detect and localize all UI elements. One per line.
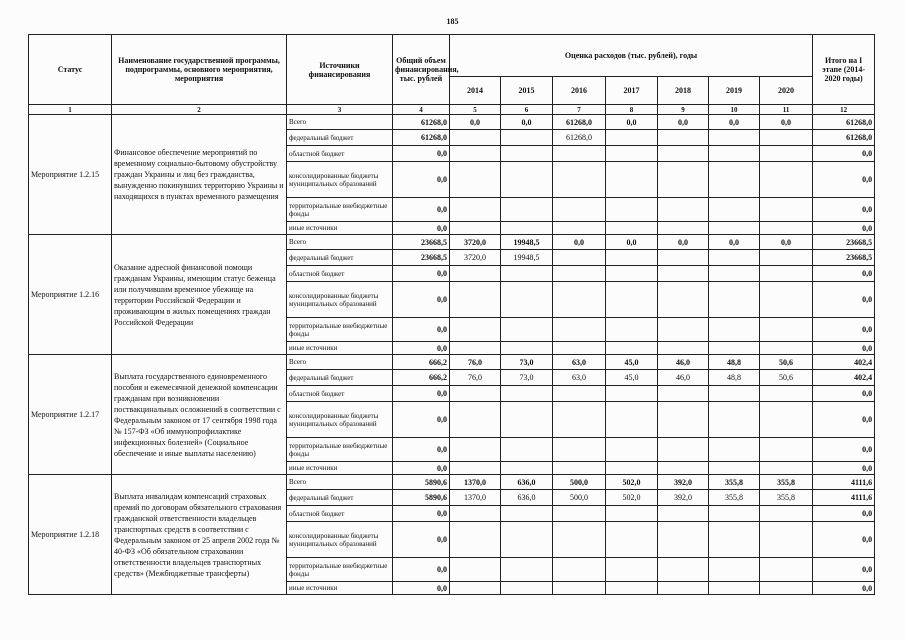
year-value: 76,0 <box>450 370 501 386</box>
year-value <box>501 522 553 558</box>
year-value: 0,0 <box>760 235 813 250</box>
year-value <box>760 402 813 438</box>
year-value <box>501 558 553 582</box>
year-value <box>450 222 501 235</box>
year-value <box>606 266 658 282</box>
year-value <box>606 282 658 318</box>
year-value <box>760 130 813 146</box>
year-value <box>709 342 760 355</box>
total-funding: 0,0 <box>393 402 450 438</box>
total-funding: 0,0 <box>393 282 450 318</box>
year-value <box>606 386 658 402</box>
year-value <box>760 386 813 402</box>
total-funding: 0,0 <box>393 522 450 558</box>
total-funding: 0,0 <box>393 162 450 198</box>
year-value <box>658 318 709 342</box>
year-value <box>606 162 658 198</box>
total-funding: 61268,0 <box>393 115 450 130</box>
total-funding: 0,0 <box>393 558 450 582</box>
year-value: 502,0 <box>606 490 658 506</box>
year-value <box>709 402 760 438</box>
year-value <box>450 266 501 282</box>
activity-status: Мероприятие 1.2.18 <box>29 475 112 595</box>
year-value: 1370,0 <box>450 475 501 490</box>
total-funding: 0,0 <box>393 506 450 522</box>
header-year: 2014 <box>450 77 501 105</box>
header-year: 2018 <box>658 77 709 105</box>
table-row <box>29 115 875 130</box>
year-value <box>450 462 501 475</box>
year-value <box>709 506 760 522</box>
year-value <box>709 130 760 146</box>
column-number: 6 <box>501 105 553 115</box>
year-value: 0,0 <box>553 235 606 250</box>
year-value <box>709 162 760 198</box>
year-value: 636,0 <box>501 490 553 506</box>
year-value <box>709 250 760 266</box>
total-funding: 5890,6 <box>393 475 450 490</box>
activity-name: Оказание адресной финансовой помощи гражданам Украины, имеющим статус беженца или получившим временное убежище на территории Российской Федерации и проживающим в жилых помещениях граждан Российской Федерации <box>112 235 287 355</box>
year-value <box>606 222 658 235</box>
year-value <box>658 146 709 162</box>
year-value <box>760 506 813 522</box>
year-value <box>760 162 813 198</box>
year-value: 500,0 <box>553 475 606 490</box>
total-funding: 0,0 <box>393 222 450 235</box>
year-value: 0,0 <box>709 235 760 250</box>
stage-total: 0,0 <box>813 198 875 222</box>
year-value <box>658 266 709 282</box>
year-value <box>501 318 553 342</box>
year-value <box>606 522 658 558</box>
funding-source: Всего <box>287 115 393 130</box>
total-funding: 666,2 <box>393 370 450 386</box>
year-value <box>553 582 606 595</box>
year-value: 3720,0 <box>450 250 501 266</box>
stage-total: 4111,6 <box>813 490 875 506</box>
table-row <box>29 235 875 250</box>
stage-total: 0,0 <box>813 402 875 438</box>
column-number: 11 <box>760 105 813 115</box>
funding-source: областной бюджет <box>287 146 393 162</box>
stage-total: 23668,5 <box>813 235 875 250</box>
year-value: 502,0 <box>606 475 658 490</box>
year-value <box>658 342 709 355</box>
header-year: 2016 <box>553 77 606 105</box>
stage-total: 402,4 <box>813 355 875 370</box>
year-value: 19948,5 <box>501 235 553 250</box>
funding-source: территориальные внебюджетные фонды <box>287 558 393 582</box>
total-funding: 0,0 <box>393 146 450 162</box>
year-value <box>450 402 501 438</box>
header-year: 2019 <box>709 77 760 105</box>
table-row <box>29 475 875 490</box>
year-value: 48,8 <box>709 370 760 386</box>
year-value <box>501 438 553 462</box>
header-year: 2015 <box>501 77 553 105</box>
funding-source: консолидированные бюджеты муниципальных образований <box>287 402 393 438</box>
year-value: 636,0 <box>501 475 553 490</box>
year-value <box>450 162 501 198</box>
year-value <box>760 342 813 355</box>
year-value: 0,0 <box>501 115 553 130</box>
funding-source: федеральный бюджет <box>287 370 393 386</box>
year-value: 1370,0 <box>450 490 501 506</box>
activity-status: Мероприятие 1.2.15 <box>29 115 112 235</box>
year-value <box>658 386 709 402</box>
year-value <box>553 402 606 438</box>
year-value <box>450 438 501 462</box>
year-value <box>709 266 760 282</box>
funding-source: федеральный бюджет <box>287 250 393 266</box>
year-value <box>658 162 709 198</box>
year-value <box>658 558 709 582</box>
total-funding: 5890,6 <box>393 490 450 506</box>
year-value <box>553 222 606 235</box>
funding-source: областной бюджет <box>287 506 393 522</box>
year-value: 76,0 <box>450 355 501 370</box>
funding-source: консолидированные бюджеты муниципальных образований <box>287 522 393 558</box>
stage-total: 402,4 <box>813 370 875 386</box>
year-value <box>658 402 709 438</box>
funding-source: территориальные внебюджетные фонды <box>287 318 393 342</box>
year-value: 46,0 <box>658 355 709 370</box>
year-value <box>450 146 501 162</box>
year-value <box>606 462 658 475</box>
year-value <box>450 130 501 146</box>
column-number: 9 <box>658 105 709 115</box>
funding-source: территориальные внебюджетные фонды <box>287 438 393 462</box>
funding-source: областной бюджет <box>287 266 393 282</box>
year-value <box>501 506 553 522</box>
year-value: 63,0 <box>553 370 606 386</box>
year-value <box>501 162 553 198</box>
column-number: 12 <box>813 105 875 115</box>
year-value <box>450 522 501 558</box>
year-value <box>760 282 813 318</box>
year-value <box>501 282 553 318</box>
year-value <box>760 438 813 462</box>
year-value: 0,0 <box>658 115 709 130</box>
year-value <box>501 146 553 162</box>
year-value <box>658 250 709 266</box>
year-value: 48,8 <box>709 355 760 370</box>
funding-source: Всего <box>287 235 393 250</box>
year-value: 61268,0 <box>553 115 606 130</box>
year-value <box>606 250 658 266</box>
total-funding: 0,0 <box>393 342 450 355</box>
year-value: 0,0 <box>606 115 658 130</box>
year-value <box>606 146 658 162</box>
column-number: 2 <box>112 105 287 115</box>
year-value <box>553 522 606 558</box>
year-value <box>658 130 709 146</box>
year-value <box>606 438 658 462</box>
total-funding: 23668,5 <box>393 250 450 266</box>
column-number: 8 <box>606 105 658 115</box>
year-value <box>760 522 813 558</box>
funding-source: иные источники <box>287 582 393 595</box>
header-program: Наименование государственной программы, подпрограммы, основного мероприятия, мероприятия <box>112 35 287 105</box>
year-value <box>553 386 606 402</box>
year-value: 50,6 <box>760 370 813 386</box>
year-value <box>658 198 709 222</box>
year-value: 0,0 <box>709 115 760 130</box>
year-value <box>606 402 658 438</box>
year-value <box>501 130 553 146</box>
year-value <box>709 282 760 318</box>
stage-total: 0,0 <box>813 146 875 162</box>
year-value <box>553 282 606 318</box>
year-value <box>606 318 658 342</box>
stage-total: 0,0 <box>813 506 875 522</box>
year-value <box>760 318 813 342</box>
funding-source: консолидированные бюджеты муниципальных образований <box>287 162 393 198</box>
column-number: 5 <box>450 105 501 115</box>
stage-total: 0,0 <box>813 282 875 318</box>
total-funding: 0,0 <box>393 318 450 342</box>
year-value <box>450 282 501 318</box>
year-value <box>501 402 553 438</box>
year-value <box>553 558 606 582</box>
year-value <box>501 462 553 475</box>
year-value: 73,0 <box>501 355 553 370</box>
year-value <box>658 522 709 558</box>
year-value <box>760 250 813 266</box>
column-number: 1 <box>29 105 112 115</box>
stage-total: 0,0 <box>813 222 875 235</box>
stage-total: 0,0 <box>813 462 875 475</box>
activity-name: Выплата государственного единовременного пособия и ежемесячной денежной компенсации гражданам при возникновении поствакцинальных осложнений в соответствии с Федеральным законом от 17 сентября 1998 года № 157-ФЗ «Об иммунопрофилактике инфекционных болезней» (Социальное обеспечение и иные выплаты населению) <box>112 355 287 475</box>
year-value <box>658 462 709 475</box>
stage-total: 0,0 <box>813 438 875 462</box>
stage-total: 23668,5 <box>813 250 875 266</box>
year-value <box>501 582 553 595</box>
year-value <box>709 198 760 222</box>
funding-source: Всего <box>287 475 393 490</box>
year-value <box>501 222 553 235</box>
year-value <box>606 130 658 146</box>
stage-total: 0,0 <box>813 582 875 595</box>
stage-total: 4111,6 <box>813 475 875 490</box>
year-value: 19948,5 <box>501 250 553 266</box>
year-value <box>658 506 709 522</box>
funding-source: территориальные внебюджетные фонды <box>287 198 393 222</box>
year-value <box>553 266 606 282</box>
year-value: 0,0 <box>606 235 658 250</box>
year-value <box>606 506 658 522</box>
year-value <box>606 198 658 222</box>
header-status: Статус <box>29 35 112 105</box>
year-value <box>760 198 813 222</box>
table-row <box>29 355 875 370</box>
year-value <box>553 506 606 522</box>
stage-total: 0,0 <box>813 342 875 355</box>
year-value <box>709 558 760 582</box>
stage-total: 0,0 <box>813 522 875 558</box>
year-value <box>709 582 760 595</box>
header-total-volume: Общий объем финансирования, тыс. рублей <box>393 35 450 105</box>
year-value <box>553 342 606 355</box>
funding-source: областной бюджет <box>287 386 393 402</box>
total-funding: 61268,0 <box>393 130 450 146</box>
year-value <box>709 522 760 558</box>
year-value <box>553 198 606 222</box>
year-value <box>658 282 709 318</box>
year-value <box>450 342 501 355</box>
year-value <box>709 462 760 475</box>
year-value <box>553 438 606 462</box>
column-number: 4 <box>393 105 450 115</box>
year-value: 61268,0 <box>553 130 606 146</box>
year-value: 73,0 <box>501 370 553 386</box>
year-value: 3720,0 <box>450 235 501 250</box>
funding-source: иные источники <box>287 462 393 475</box>
total-funding: 0,0 <box>393 438 450 462</box>
year-value <box>450 318 501 342</box>
stage-total: 61268,0 <box>813 115 875 130</box>
funding-source: федеральный бюджет <box>287 130 393 146</box>
year-value <box>760 462 813 475</box>
year-value: 45,0 <box>606 355 658 370</box>
header-total-stage: Итого на I этапе (2014-2020 годы) <box>813 35 875 105</box>
year-value <box>553 250 606 266</box>
year-value <box>450 386 501 402</box>
activity-status: Мероприятие 1.2.16 <box>29 235 112 355</box>
year-value <box>760 146 813 162</box>
year-value <box>450 506 501 522</box>
year-value <box>709 318 760 342</box>
year-value: 0,0 <box>450 115 501 130</box>
year-value: 45,0 <box>606 370 658 386</box>
funding-source: иные источники <box>287 222 393 235</box>
year-value: 50,6 <box>760 355 813 370</box>
year-value <box>709 386 760 402</box>
year-value: 0,0 <box>760 115 813 130</box>
header-sources: Источники финансирования <box>287 35 393 105</box>
stage-total: 0,0 <box>813 558 875 582</box>
year-value <box>658 582 709 595</box>
year-value: 355,8 <box>709 475 760 490</box>
year-value <box>450 582 501 595</box>
stage-total: 0,0 <box>813 266 875 282</box>
funding-source: федеральный бюджет <box>287 490 393 506</box>
year-value <box>553 162 606 198</box>
total-funding: 0,0 <box>393 386 450 402</box>
activity-name: Выплата инвалидам компенсаций страховых премий по договорам обязательного страхования гражданской ответственности владельцев транспортных средств в соответствии с Федеральным законом от 25 апреля 2002 года № 40-ФЗ «Об обязательном страховании ответственности владельцев транспортных средств» (Межбюджетные трансферты) <box>112 475 287 595</box>
year-value <box>606 558 658 582</box>
funding-source: иные источники <box>287 342 393 355</box>
year-value <box>760 222 813 235</box>
year-value <box>501 386 553 402</box>
stage-total: 0,0 <box>813 318 875 342</box>
year-value: 355,8 <box>760 490 813 506</box>
year-value <box>760 266 813 282</box>
column-number: 3 <box>287 105 393 115</box>
year-value: 355,8 <box>709 490 760 506</box>
header-year: 2020 <box>760 77 813 105</box>
year-value <box>501 266 553 282</box>
total-funding: 0,0 <box>393 462 450 475</box>
year-value: 46,0 <box>658 370 709 386</box>
year-value: 63,0 <box>553 355 606 370</box>
year-value <box>501 198 553 222</box>
year-value <box>553 146 606 162</box>
year-value <box>553 462 606 475</box>
year-value <box>606 342 658 355</box>
year-value: 355,8 <box>760 475 813 490</box>
page-number: 185 <box>446 17 459 26</box>
total-funding: 23668,5 <box>393 235 450 250</box>
total-funding: 666,2 <box>393 355 450 370</box>
funding-source: Всего <box>287 355 393 370</box>
year-value <box>606 582 658 595</box>
activity-status: Мероприятие 1.2.17 <box>29 355 112 475</box>
budget-table <box>28 34 875 595</box>
year-value <box>553 318 606 342</box>
stage-total: 0,0 <box>813 386 875 402</box>
year-value <box>450 558 501 582</box>
total-funding: 0,0 <box>393 266 450 282</box>
year-value <box>709 146 760 162</box>
column-number: 10 <box>709 105 760 115</box>
header-estimate: Оценка расходов (тыс. рублей), годы <box>450 35 813 77</box>
year-value <box>658 222 709 235</box>
funding-source: консолидированные бюджеты муниципальных образований <box>287 282 393 318</box>
column-number: 7 <box>553 105 606 115</box>
year-value: 392,0 <box>658 490 709 506</box>
year-value <box>709 222 760 235</box>
header-year: 2017 <box>606 77 658 105</box>
year-value <box>658 438 709 462</box>
stage-total: 0,0 <box>813 162 875 198</box>
stage-total: 61268,0 <box>813 130 875 146</box>
year-value <box>709 438 760 462</box>
year-value <box>450 198 501 222</box>
year-value: 0,0 <box>658 235 709 250</box>
year-value: 500,0 <box>553 490 606 506</box>
total-funding: 0,0 <box>393 582 450 595</box>
year-value: 392,0 <box>658 475 709 490</box>
total-funding: 0,0 <box>393 198 450 222</box>
year-value <box>760 582 813 595</box>
year-value <box>501 342 553 355</box>
year-value <box>760 558 813 582</box>
activity-name: Финансовое обеспечение мероприятий по временному социально-бытовому обустройству граждан Украины и лиц без гражданства, вынужденно покинувших территорию Украины и находящихся в пунктах временного размещения <box>112 115 287 235</box>
